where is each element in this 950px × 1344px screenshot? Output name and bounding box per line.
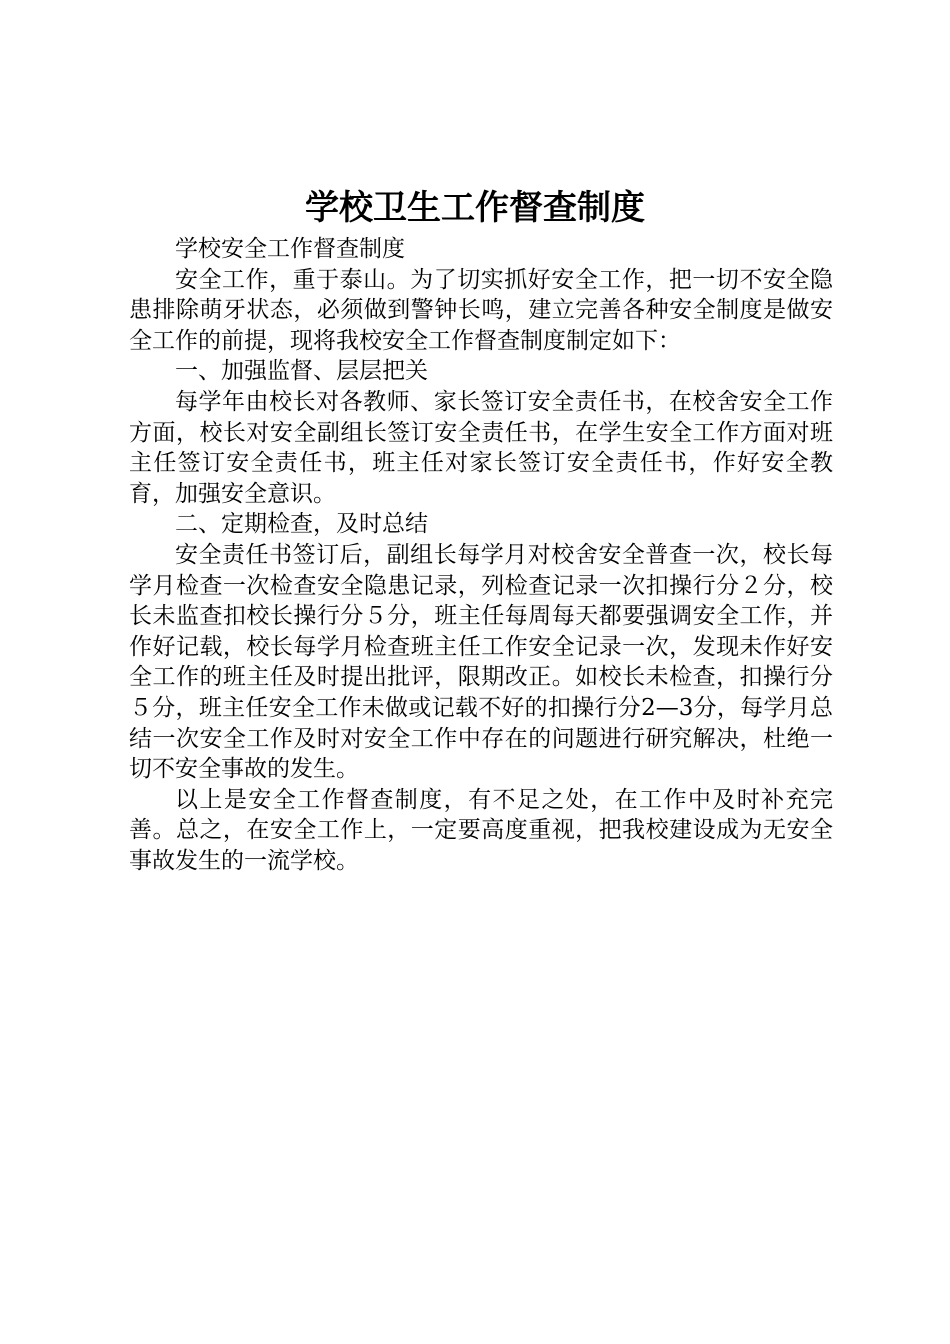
- section-heading-1: 一、加强监督、层层把关: [175, 358, 428, 385]
- document-body: [129, 234, 833, 876]
- paragraph-subtitle: 学校安全工作督查制度: [175, 236, 405, 262]
- paragraph-conclusion: 以上是安全工作督查制度，有不足之处，在工作中及时补充完善。总之，在安全工作上，一定要高度重视，把我校建设成为无安全事故发生的一流学校。: [129, 786, 833, 874]
- paragraph-section-2: 安全责任书签订后，副组长每学月对校舍安全普查一次，校长每学月检查一次检查安全隐患记录，列检查记录一次扣操行分２分，校长未监查扣校长操行分５分，班主任每周每天都要强调安全工作，并作好记载，校长每学月检查班主任工作安全记录一次，发现未作好安全工作的班主任及时提出批评，限期改正。如校长未检查，扣操行分５分，班主任安全工作未做或记载不好的扣操行分2—3分，每学月总结一次安全工作及时对安全工作中存在的问题进行研究解决，杜绝一切不安全事故的发生。: [129, 541, 833, 783]
- document-title: 学校卫生工作督查制度: [305, 188, 645, 228]
- section-heading-2: 二、定期检查，及时总结: [175, 511, 428, 538]
- paragraph-intro: 安全工作，重于泰山。为了切实抓好安全工作，把一切不安全隐患排除萌牙状态，必须做到警钟长鸣，建立完善各种安全制度是做安全工作的前提，现将我校安全工作督查制度制定如下：: [129, 266, 833, 354]
- paragraph-section-1: 每学年由校长对各教师、家长签订安全责任书，在校舍安全工作方面，校长对安全副组长签订安全责任书，在学生安全工作方面对班主任签订安全责任书，班主任对家长签订安全责任书，作好安全教育，加强安全意识。: [129, 388, 833, 507]
